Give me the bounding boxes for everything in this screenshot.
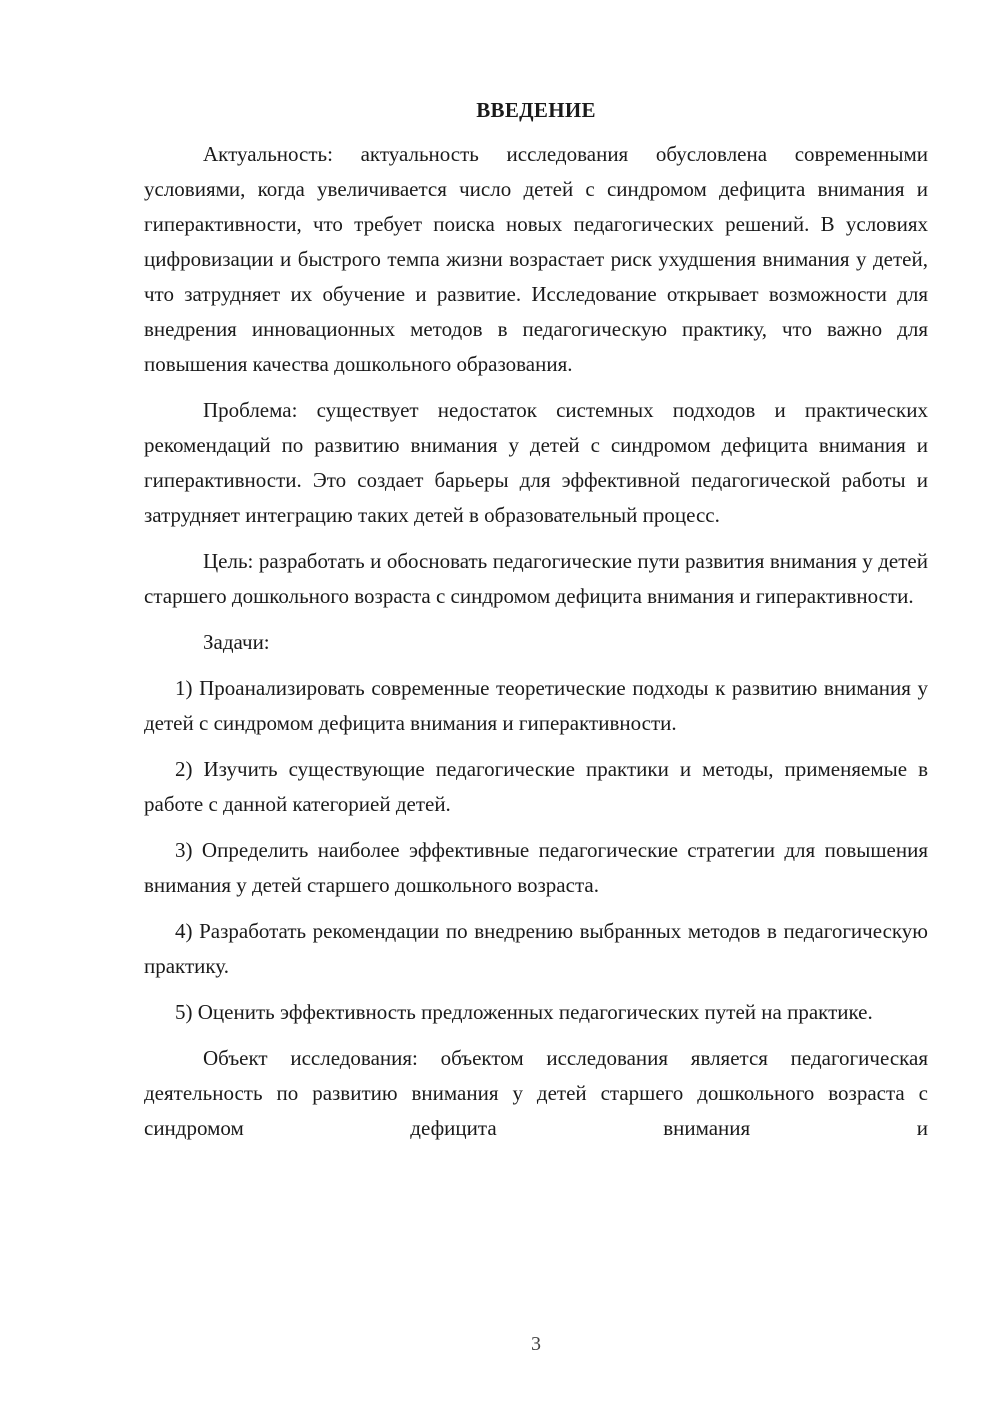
object-paragraph: Объект исследования: объектом исследования является педагогическая деятельность по развитию внимания у детей старшего дошкольного возраста с синдромом дефицита внимания и xyxy=(144,1046,928,1140)
page-number: 3 xyxy=(531,1333,541,1355)
goal-paragraph: Цель: разработать и обосновать педагогические пути развития внимания у детей старшего дошкольного возраста с синдромом дефицита внимания и гиперактивности. xyxy=(144,549,928,608)
section-heading: ВВЕДЕНИЕ xyxy=(476,98,596,122)
document-page xyxy=(144,95,928,1157)
tasks-label: Задачи: xyxy=(203,630,270,654)
task-item-3: 3) Определить наиболее эффективные педагогические стратегии для повышения внимания у детей старшего дошкольного возраста. xyxy=(144,838,928,897)
task-item-5: 5) Оценить эффективность предложенных педагогических путей на практике. xyxy=(175,1000,873,1024)
task-item-4: 4) Разработать рекомендации по внедрению выбранных методов в педагогическую практику. xyxy=(144,919,928,978)
task-item-1: 1) Проанализировать современные теоретические подходы к развитию внимания у детей с синдромом дефицита внимания и гиперактивности. xyxy=(144,676,928,735)
relevance-paragraph: Актуальность: актуальность исследования обусловлена современными условиями, когда увеличивается число детей с синдромом дефицита внимания и гиперактивности, что требует поиска новых педагогических решений. В условиях цифровизации и быстрого темпа жизни возрастает риск ухудшения внимания у детей, что затрудняет их обучение и развитие. Исследование открывает возможности для внедрения инновационных методов в педагогическую практику, что важно для повышения качества дошкольного образования. xyxy=(144,142,928,376)
task-item-2: 2) Изучить существующие педагогические практики и методы, применяемые в работе с данной категорией детей. xyxy=(144,757,928,816)
problem-paragraph: Проблема: существует недостаток системных подходов и практических рекомендаций по развитию внимания у детей с синдромом дефицита внимания и гиперактивности. Это создает барьеры для эффективной педагогической работы и затрудняет интеграцию таких детей в образовательный процесс. xyxy=(144,398,928,527)
